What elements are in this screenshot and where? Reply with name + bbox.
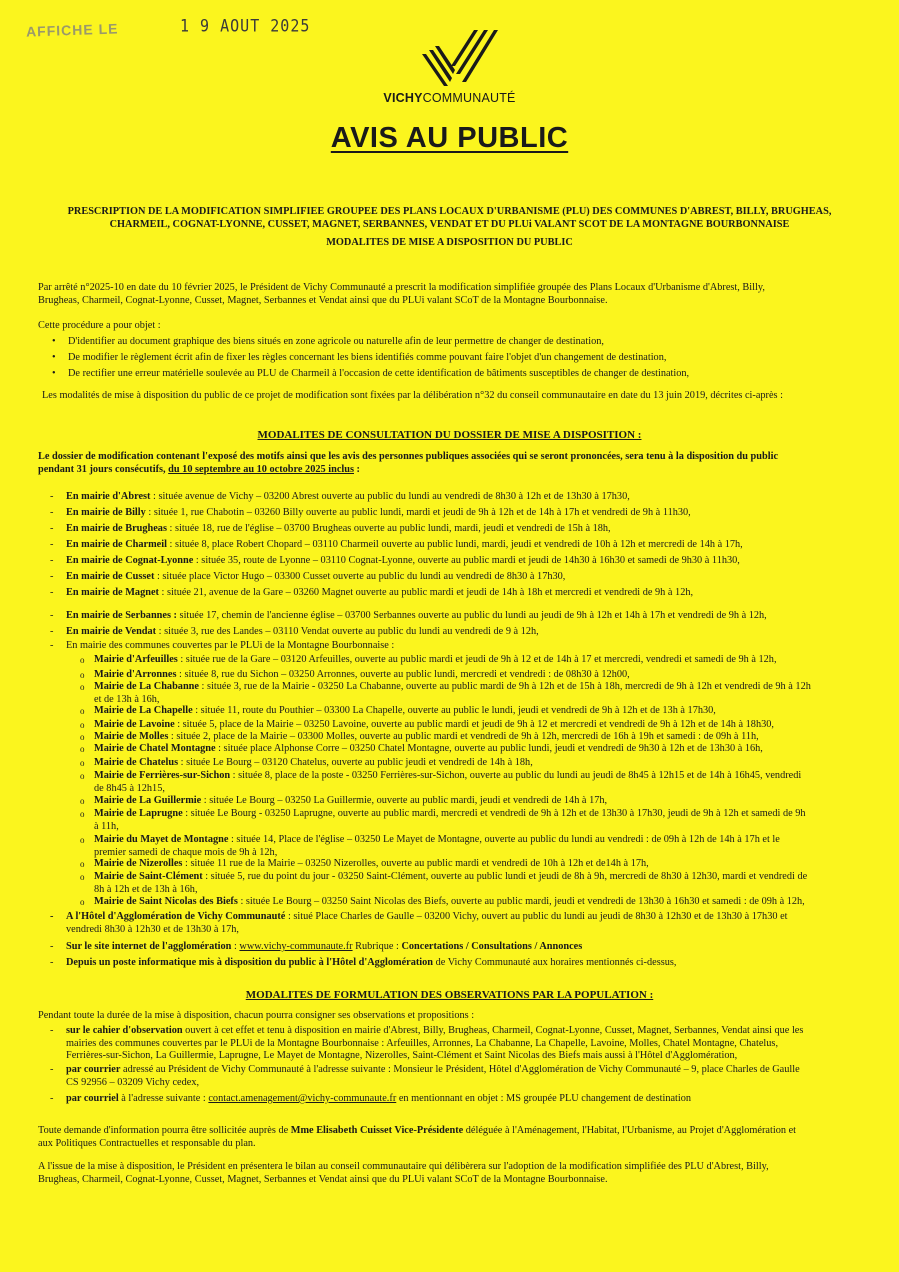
circle-bullet-icon: o [80, 872, 85, 882]
dash-icon: - [50, 610, 54, 621]
circle-bullet-icon: o [80, 706, 85, 716]
sub-mairie-item: Mairie de Saint Nicolas des Biefs : située Le Bourg – 03250 Saint Nicolas des Biefs, ouverte au public mardi, jeudi et vendredi de 13h30 à 16h30 et samedi : de 09h à 12h, [94, 896, 805, 907]
bullet-icon: • [52, 336, 56, 347]
mairie-item: En mairie de Charmeil : située 8, place Robert Chopard – 03110 Charmeil ouverte au public lundi, mardi, jeudi et vendredi de 10h à 12h et mercredi de 14h à 17h, [66, 539, 743, 550]
vichy-communaute-logo-icon [418, 28, 498, 88]
sub-mairie-item: Mairie de Laprugne : située Le Bourg - 03250 Laprugne, ouverte au public mardi, mercredi et vendredi de 9h à 12h et de 13h30 à 17h30, jeudi de 9h à 12h et samedi de 9h à 11h, [94, 808, 806, 832]
dash-icon: - [50, 1064, 54, 1075]
section-observations-title: MODALITES DE FORMULATION DES OBSERVATIONS PAR LA POPULATION : [245, 989, 654, 1001]
sub-mairie-item: Mairie de Nizerolles : située 11 rue de la Mairie – 03250 Nizerolles, ouverte au public mardi et vendredi de 10h à 12h et de14h à 17h, [94, 858, 649, 869]
mairie-item: En mairie de Cusset : située place Victor Hugo – 03300 Cusset ouverte au public du lundi au vendredi de 8h30 à 17h30, [66, 571, 566, 582]
notice-heading: PRESCRIPTION DE LA MODIFICATION SIMPLIFIEE GROUPEE DES PLANS LOCAUX D'URBANISME (PLU) DES COMMUNES D'ABREST, BILLY, BRUGHEAS, CHARMEIL, COGNAT-LYONNE, CUSSET, MAGNET, SERBANNES, VENDAT ET DU PLUi VALANT SCOT DE LA MONTAGNE BOURBONNAISE MODALITES DE MISE A DISPOSITION DU PUBLIC [67, 206, 832, 249]
dash-icon: - [50, 539, 54, 550]
sub-mairie-item: Mairie de Molles : située 2, place de la Mairie – 03300 Molles, ouverte au public mardi et vendredi de 9h à 12h, mercredi de 16h à 19h et samedi : de 09h à 11h, [94, 731, 759, 742]
sub-mairie-item: Mairie de La Chabanne : située 3, rue de la Mairie - 03250 La Chabanne, ouverte au public mardi de 9h à 12h et de 15h à 18h, mercredi de 9h à 12h et vendredi de 9h à 12h et de 13h à 16h, [94, 681, 811, 705]
mairie-item: En mairie de Magnet : située 21, avenue de la Gare – 03260 Magnet ouverte au public mardi et jeudi de 14h à 18h et mercredi et vendredi de 9h à 12h, [66, 587, 694, 598]
sub-mairie-item: Mairie de Chatel Montagne : située place Alphonse Corre – 03250 Chatel Montagne, ouverte au public lundi, jeudi et vendredi de 9h30 à 12h et de 13h30 à 16h, [94, 743, 763, 754]
mairie-item: En mairie de Billy : située 1, rue Chabotin – 03260 Billy ouverte au public lundi, mardi et jeudi de 9h à 12h et de 14h à 17h et vendredi de 9h à 11h30, [66, 507, 691, 518]
mairie-item: En mairie de Vendat : située 3, rue des Landes – 03110 Vendat ouverte au public du lundi au vendredi de 9 à 12h, [66, 626, 539, 637]
website-link[interactable]: www.vichy-communaute.fr [239, 941, 353, 952]
section-consultation-title: MODALITES DE CONSULTATION DU DOSSIER DE MISE A DISPOSITION : [257, 429, 642, 441]
dash-icon: - [50, 1093, 54, 1104]
sub-mairie-item: Mairie d'Arfeuilles : située rue de la Gare – 03120 Arfeuilles, ouverte au public mardi et jeudi de 9h à 12 et de 14h à 17 et mercredi, vendredi et samedi de 9h à 12h, [94, 654, 777, 665]
circle-bullet-icon: o [80, 835, 85, 845]
circle-bullet-icon: o [80, 682, 85, 692]
cahier-entry: sur le cahier d'observation ouvert à cet effet et tenu à disposition en mairie d'Abrest, Billy, Brugheas, Charmeil, Cognat-Lyonne, Cusset, Magnet, Serbannes, Vendat ainsi que les mairies des communes couvertes par le PLUi de la Montagne Bourbonnaise : Arfeuilles, Arronnes, La Chabanne, La Chapelle, Lavoine, Molles, Chatel Montagne, Chatelus, Ferrières-sur-Sichon, La Guillermie, Laprugne, Le Mayet de Montagne, Nizerolles, Saint-Clément et Saint Nicolas des Biefs mais aussi à l'Hôtel d'Agglomération, [66, 1025, 804, 1062]
sub-mairie-item: Mairie d'Arronnes : située 8, rue du Sichon – 03250 Arronnes, ouverte au public lundi, mercredi et vendredi : de 08h30 à 12h00, [94, 669, 630, 680]
consultation-lead: Le dossier de modification contenant l'exposé des motifs ainsi que les avis des personnes publiques associées qui se seront prononcées, sera tenu à la disposition du public pendant 31 jours consécutifs, du 10 septembre au 10 octobre 2025 inclus : [38, 451, 779, 475]
dash-icon: - [50, 1025, 54, 1036]
sub-mairie-item: Mairie de Saint-Clément : située 5, rue du point du jour - 03250 Saint-Clément, ouverte au public lundi et jeudi de 8h à 9h, mercredi de 8h30 à 12h30, mardi et vendredi de 8h à 12h et de 13h à 16h, [94, 871, 808, 895]
intro-paragraph: Par arrêté n°2025-10 en date du 10 février 2025, le Président de Vichy Communauté a prescrit la modification simplifiée groupée des Plans Locaux d'Urbanisme d'Abrest, Billy, Brugheas, Charmeil, Cognat-Lyonne, Cusset, Magnet, Serbannes et Vendat ainsi que du PLUi valant SCoT de la Montagne Bourbonnaise. [38, 282, 765, 306]
circle-bullet-icon: o [80, 670, 85, 680]
observations-intro: Pendant toute la durée de la mise à disposition, chacun pourra consigner ses observations et propositions : [38, 1010, 475, 1021]
circle-bullet-icon: o [80, 809, 85, 819]
communes-intro: En mairie des communes couvertes par le PLUi de la Montagne Bourbonnaise : [66, 640, 395, 651]
email-link[interactable]: contact.amenagement@vichy-communaute.fr [208, 1093, 397, 1104]
circle-bullet-icon: o [80, 771, 85, 781]
dash-icon: - [50, 507, 54, 518]
courrier-entry: par courrier adressé au Président de Vichy Communauté à l'adresse suivante : Monsieur le Président, Hôtel d'Agglomération de Vichy Communauté – 9, place Charles de Gaulle CS 92956 – 03209 Vichy cedex, [66, 1064, 800, 1088]
dash-icon: - [50, 571, 54, 582]
mairie-item: En mairie d'Abrest : située avenue de Vichy – 03200 Abrest ouverte au public du lundi au vendredi de 8h30 à 12h et de 13h30 à 17h30, [66, 491, 630, 502]
mairie-item: En mairie de Serbannes : située 17, chemin de l'ancienne église – 03700 Serbannes ouverte au public du lundi au jeudi de 9h à 12h et 14h à 17h et vendredi de 9h à 12h, [66, 610, 767, 621]
courriel-entry: par courriel à l'adresse suivante : contact.amenagement@vichy-communaute.fr en mentionnant en objet : MS groupée PLU changement de destination [66, 1093, 692, 1104]
object-label: Cette procédure a pour objet : [38, 320, 161, 331]
dash-icon: - [50, 941, 54, 952]
circle-bullet-icon: o [80, 897, 85, 907]
dash-icon: - [50, 555, 54, 566]
bullet-icon: • [52, 368, 56, 379]
dash-icon: - [50, 587, 54, 598]
object-item: De modifier le règlement écrit afin de fixer les règles concernant les biens identifiés comme pouvant faire l'objet d'un changement de destination, [68, 352, 667, 363]
object-item: D'identifier au document graphique des biens situés en zone agricole ou naturelle afin de leur permettre de changer de destination, [68, 336, 604, 347]
sub-mairie-item: Mairie de Ferrières-sur-Sichon : située 8, place de la poste - 03250 Ferrières-sur-Sichon, ouverte au public du lundi au jeudi de 8h45 à 12h15 et de 14h à 16h45, vendredi de 8h45 à 12h15, [94, 770, 802, 794]
posted-date: 1 9 AOUT 2025 [180, 15, 311, 37]
sub-mairie-item: Mairie de Lavoine : située 5, place de la Mairie – 03250 Lavoine, ouverte au public mardi et jeudi de 9h à 12 et mercredi et vendredi de 9h à 12h et de 14h à 18h30, [94, 719, 774, 730]
circle-bullet-icon: o [80, 655, 85, 665]
mairie-item: En mairie de Brugheas : située 18, rue de l'église – 03700 Brugheas ouverte au public lundi, mardi, jeudi et vendredi de 15h à 18h, [66, 523, 611, 534]
circle-bullet-icon: o [80, 859, 85, 869]
dash-icon: - [50, 491, 54, 502]
mairie-item: En mairie de Cognat-Lyonne : située 35, route de Lyonne – 03110 Cognat-Lyonne, ouverte au public mardi et jeudi de 14h30 à 16h30 et samedi de 9h30 à 11h30, [66, 555, 740, 566]
sub-mairie-item: Mairie du Mayet de Montagne : située 14, Place de l'église – 03250 Le Mayet de Montagne, ouverte au public du lundi au vendredi : de 09h à 12h de 14h à 17h et le premier samedi de chaque mois de 9h à 12h, [94, 834, 780, 858]
dash-icon: - [50, 523, 54, 534]
sub-mairie-item: Mairie de La Chapelle : située 11, route du Pouthier – 03300 La Chapelle, ouverte au public le lundi, jeudi et vendredi de 9h à 12h et de 13h à 17h30, [94, 705, 716, 716]
circle-bullet-icon: o [80, 758, 85, 768]
brand-name: VICHYCOMMUNAUTÉ [383, 91, 516, 105]
object-item: De rectifier une erreur matérielle soulevée au PLU de Charmeil à l'occasion de cette identification de bâtiments susceptibles de changer de destination, [68, 368, 690, 379]
modalites-paragraph: Les modalités de mise à disposition du public de ce projet de modification sont fixées par la délibération n°32 du conseil communautaire en date du 13 juin 2019, décrites ci-après : [42, 390, 783, 401]
circle-bullet-icon: o [80, 732, 85, 742]
website-entry: Sur le site internet de l'agglomération : www.vichy-communaute.fr Rubrique : Concertations / Consultations / Annonces [66, 941, 583, 952]
circle-bullet-icon: o [80, 796, 85, 806]
circle-bullet-icon: o [80, 720, 85, 730]
page-title: AVIS AU PUBLIC [330, 122, 569, 154]
circle-bullet-icon: o [80, 744, 85, 754]
dash-icon: - [50, 626, 54, 637]
posted-stamp: AFFICHE LE [25, 20, 119, 40]
hotel-entry: A l'Hôtel d'Agglomération de Vichy Communauté : situé Place Charles de Gaulle – 03200 Vichy, ouvert au public du lundi au jeudi de 8h30 à 12h30 et de 13h30 à 17h30 et vendredi 8h30 à 12h30 et de 13h30 à 17h, [66, 911, 788, 935]
dash-icon: - [50, 911, 54, 922]
information-paragraph: Toute demande d'information pourra être sollicitée auprès de Mme Elisabeth Cuisset Vice-Présidente déléguée à l'Aménagement, l'Habitat, l'Urbanisme, au Projet d'Agglomération et aux Politiques Contractuelles et responsable du plan. [38, 1125, 797, 1149]
bullet-icon: • [52, 352, 56, 363]
dash-icon: - [50, 640, 54, 651]
sub-mairie-item: Mairie de Chatelus : située Le Bourg – 03120 Chatelus, ouverte au public jeudi et vendredi de 14h à 18h, [94, 757, 533, 768]
poste-entry: Depuis un poste informatique mis à disposition du public à l'Hôtel d'Agglomération de Vichy Communauté aux horaires mentionnés ci-dessus, [66, 957, 677, 968]
bilan-paragraph: A l'issue de la mise à disposition, le Président en présentera le bilan au conseil communautaire qui délibèrera sur l'adoption de la modification simplifiée des PLU d'Abrest, Billy, Brugheas, Charmeil, Cognat-Lyonne, Cusset, Magnet, Serbannes et Vendat ainsi que du PLUi valant SCoT de la Montagne Bourbonnaise. [38, 1161, 769, 1185]
dash-icon: - [50, 957, 54, 968]
sub-mairie-item: Mairie de La Guillermie : située Le Bourg – 03250 La Guillermie, ouverte au public mardi, jeudi et vendredi de 14h à 17h, [94, 795, 608, 806]
